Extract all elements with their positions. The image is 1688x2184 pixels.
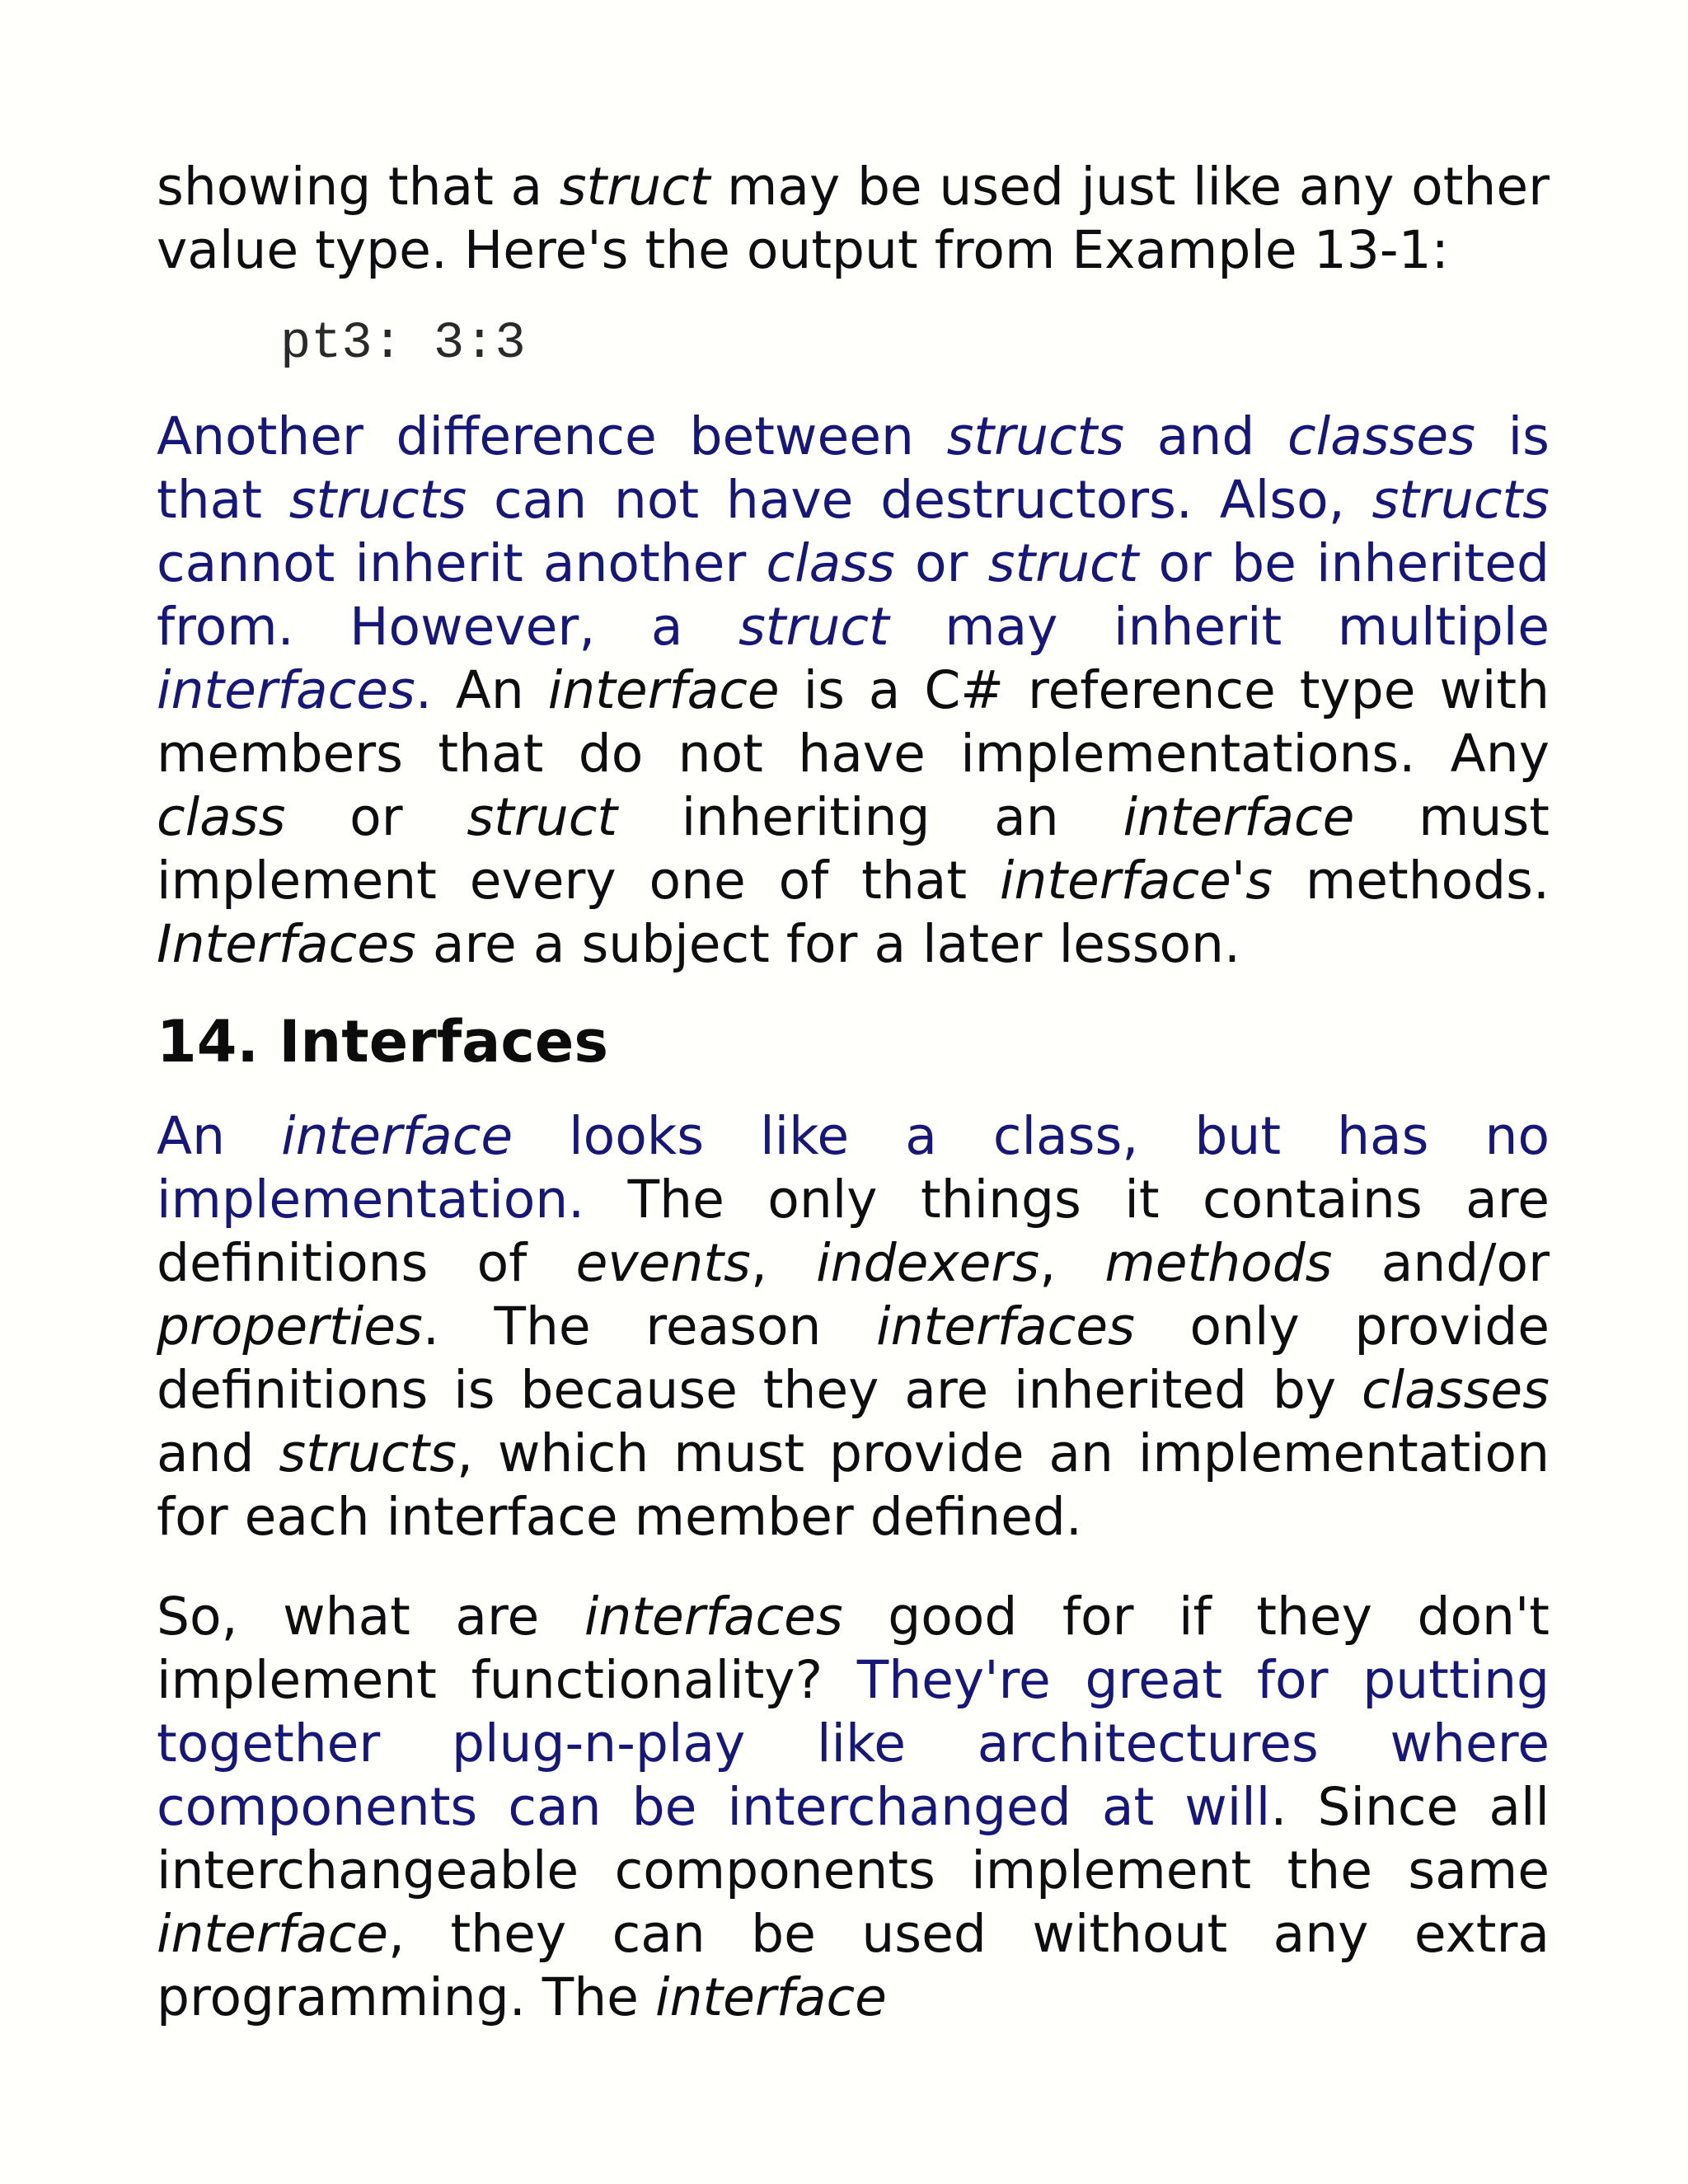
italic-term: interfaces: [584, 1586, 843, 1647]
text: and: [1124, 406, 1288, 466]
italic-term: methods: [1104, 1233, 1333, 1293]
text: The only things it contains are definitions of: [157, 1169, 1550, 1293]
text: must implement every one of that: [157, 787, 1550, 911]
text: .: [415, 660, 432, 720]
italic-term: interface: [281, 1106, 513, 1166]
text: can not have destructors. Also,: [467, 470, 1372, 530]
italic-term: interface: [547, 660, 780, 720]
text: inheriting an: [617, 787, 1123, 847]
text: or be inherited from. However, a: [157, 533, 1550, 657]
italic-term: interface: [1123, 787, 1355, 847]
italic-term: struct: [738, 597, 889, 657]
text: is that: [157, 406, 1550, 530]
italic-term: interface: [654, 1967, 887, 2027]
italic-term: events: [575, 1233, 751, 1293]
italic-term: struct: [467, 787, 618, 847]
text: and/or: [1332, 1233, 1550, 1293]
italic-term: class: [157, 787, 286, 847]
text: methods.: [1273, 851, 1550, 911]
italic-term: class: [766, 533, 895, 593]
text: or: [285, 787, 467, 847]
italic-term: structs: [288, 470, 467, 530]
paragraph-interface-definition: [157, 1104, 1550, 1549]
code-output: pt3: 3:3: [280, 314, 526, 373]
italic-term: struct: [987, 533, 1139, 593]
text: An: [157, 1106, 282, 1166]
italic-term: struct: [559, 157, 710, 217]
text: Another difference between: [157, 406, 947, 466]
text: and: [157, 1423, 279, 1483]
document-page: [157, 155, 1550, 2029]
italic-term: interface's: [999, 851, 1273, 911]
text: is a C# reference type with members that do not have implementations. Any: [157, 660, 1550, 784]
italic-term: indexers: [816, 1233, 1040, 1293]
highlighted-text: They're great for putting together plug-n-play like architectures where components can be interchanged at will: [157, 1650, 1550, 1837]
paragraph-struct-value-type: [157, 155, 1550, 282]
section-heading: 14. Interfaces: [157, 1008, 609, 1076]
text: looks like a class, but has no implementation.: [157, 1106, 1550, 1230]
paragraph-interface-uses: [157, 1585, 1550, 2029]
italic-term: interfaces: [876, 1296, 1135, 1357]
italic-term: classes: [1287, 406, 1475, 466]
italic-term: Interfaces: [157, 914, 416, 974]
text: , they can be used without any extra programming. The: [157, 1904, 1550, 2027]
text: may be used just like any other value type. Here's the output from Example 13-1:: [157, 157, 1550, 280]
text: So, what are: [157, 1586, 584, 1647]
text: , which must provide an implementation for each interface member defined.: [157, 1423, 1550, 1547]
text: good for if they don't implement functionality?: [157, 1586, 1550, 1710]
text: or: [894, 533, 988, 593]
text: may inherit multiple: [889, 597, 1550, 657]
italic-term: structs: [279, 1423, 457, 1483]
text: An: [431, 660, 548, 720]
text: showing that a: [157, 157, 560, 217]
italic-term: structs: [946, 406, 1125, 466]
italic-term: interface: [157, 1904, 388, 1964]
text: ,: [1039, 1233, 1105, 1293]
italic-term: structs: [1372, 470, 1550, 530]
text: . Since all interchangeable components implement the same: [157, 1777, 1550, 1900]
text: are a subject for a later lesson.: [415, 914, 1241, 974]
paragraph-spacer: [157, 1549, 1550, 1585]
text: only provide definitions is because they are inherited by: [157, 1296, 1550, 1420]
text: ,: [750, 1233, 817, 1293]
italic-term: properties: [157, 1296, 423, 1357]
italic-term: interfaces: [157, 660, 415, 720]
text: cannot inherit another: [157, 533, 767, 593]
paragraph-struct-differences: [157, 405, 1550, 976]
italic-term: classes: [1362, 1360, 1550, 1420]
text: . The reason: [422, 1296, 877, 1357]
